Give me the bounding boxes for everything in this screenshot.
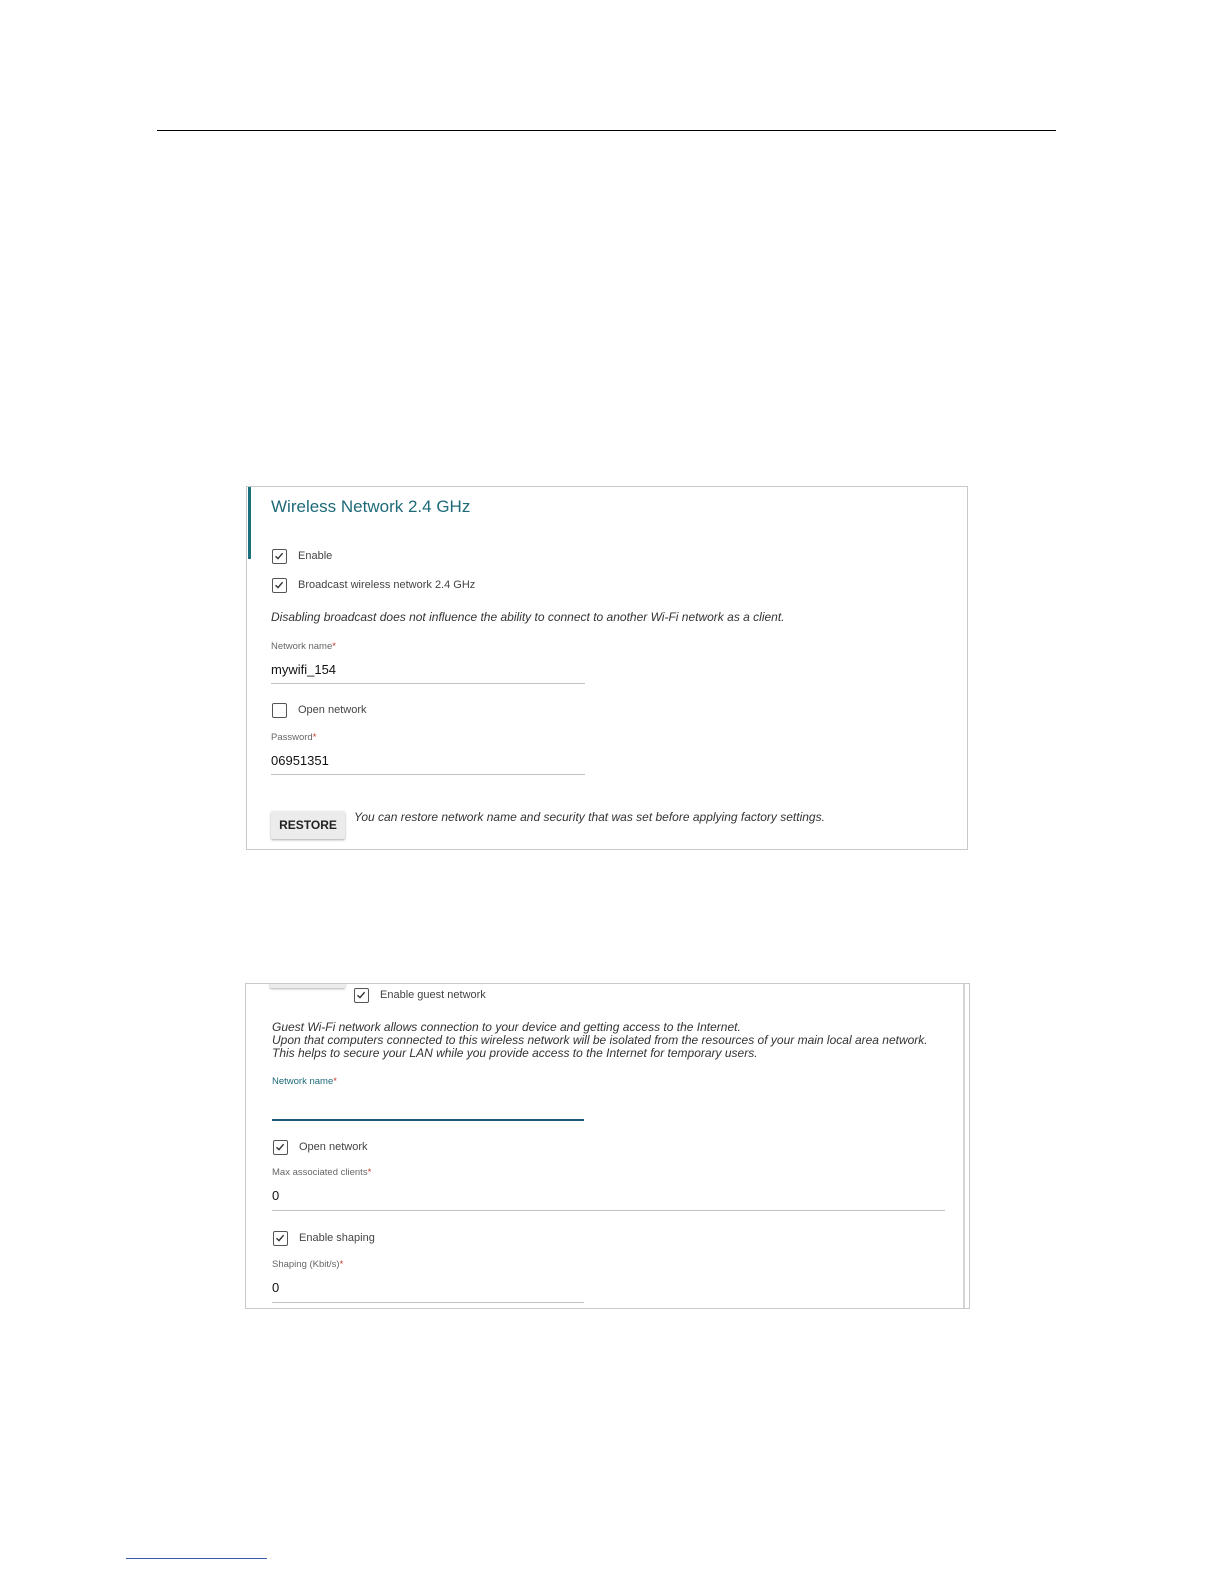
enable-shaping-label: Enable shaping — [299, 1232, 375, 1244]
checkmark-icon — [356, 990, 366, 1000]
wireless-network-panel — [246, 486, 968, 850]
footnote-rule — [126, 1558, 267, 1559]
password-input[interactable] — [271, 752, 585, 775]
restore-note: You can restore network name and security that was set before applying factory settings. — [354, 810, 825, 824]
shaping-label: Shaping (Kbit/s)* — [272, 1259, 344, 1270]
checkmark-icon — [275, 1142, 285, 1152]
open-network-checkbox[interactable] — [272, 703, 287, 718]
page-header-rule — [157, 130, 1056, 131]
password-label: Password* — [271, 732, 317, 743]
broadcast-checkbox[interactable] — [272, 578, 287, 593]
section-accent-bar — [248, 487, 251, 559]
cut-off-button — [270, 983, 345, 988]
scrollbar-track[interactable] — [963, 984, 965, 1308]
guest-note-line2: Upon that computers connected to this wireless network will be isolated from the resources of your main local area network. — [272, 1033, 928, 1047]
guest-network-panel — [245, 983, 970, 1309]
checkmark-icon — [274, 580, 284, 590]
guest-note-line3: This helps to secure your LAN while you provide access to the Internet for temporary users. — [272, 1046, 758, 1060]
enable-guest-network-checkbox[interactable] — [354, 988, 369, 1003]
network-name-input[interactable] — [271, 661, 585, 684]
enable-checkbox[interactable] — [272, 549, 287, 564]
network-name-label: Network name* — [271, 641, 336, 652]
max-clients-input[interactable] — [272, 1187, 945, 1211]
guest-open-network-checkbox[interactable] — [273, 1140, 288, 1155]
broadcast-note: Disabling broadcast does not influence the ability to connect to another Wi-Fi network as a client. — [271, 610, 785, 624]
guest-network-name-input[interactable] — [272, 1096, 584, 1121]
checkmark-icon — [274, 551, 284, 561]
enable-guest-network-label: Enable guest network — [380, 989, 486, 1001]
broadcast-label: Broadcast wireless network 2.4 GHz — [298, 579, 476, 591]
shaping-input[interactable] — [272, 1279, 584, 1303]
enable-label: Enable — [298, 550, 333, 562]
section-title: Wireless Network 2.4 GHz — [271, 497, 471, 516]
checkmark-icon — [275, 1233, 285, 1243]
max-clients-label: Max associated clients* — [272, 1167, 372, 1178]
enable-shaping-checkbox[interactable] — [273, 1231, 288, 1246]
guest-open-network-label: Open network — [299, 1141, 368, 1153]
guest-note-line1: Guest Wi-Fi network allows connection to your device and getting access to the Internet. — [272, 1020, 741, 1034]
open-network-label: Open network — [298, 704, 367, 716]
guest-network-name-label: Network name* — [272, 1076, 337, 1087]
restore-button[interactable]: RESTORE — [271, 811, 345, 839]
